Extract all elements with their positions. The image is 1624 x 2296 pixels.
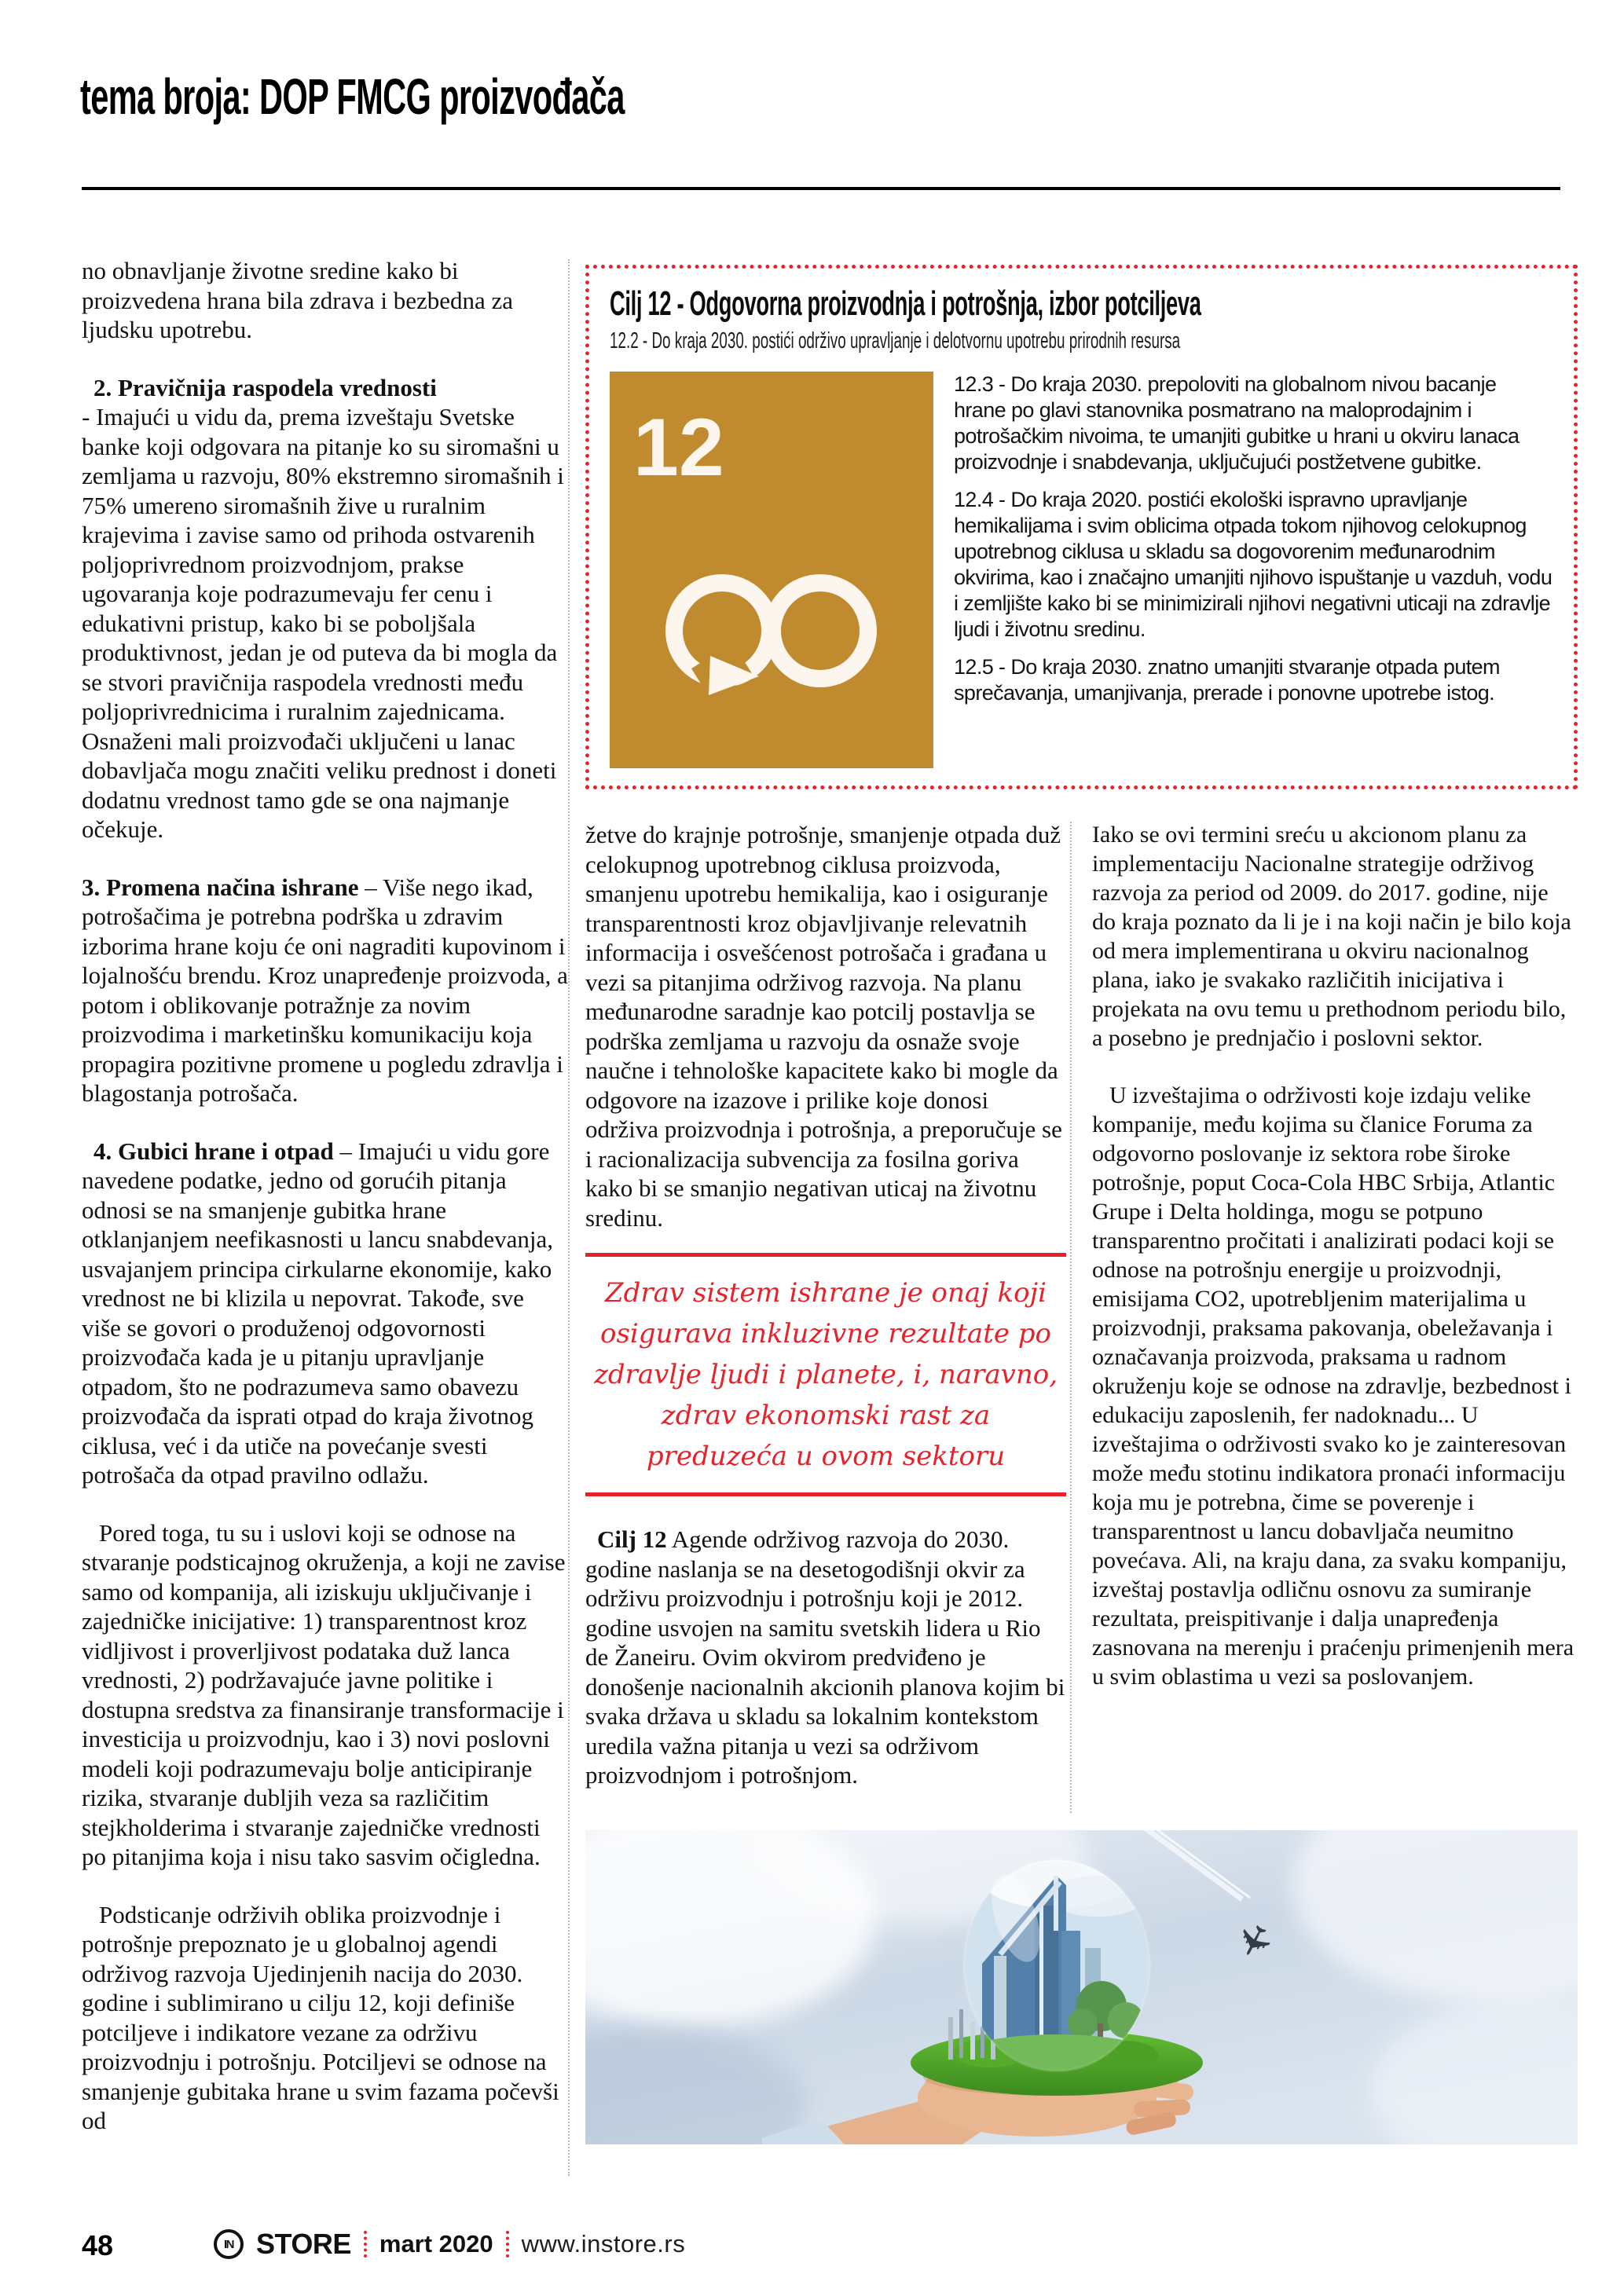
subheading-3: 3. Promena načina ishrane — [82, 873, 359, 901]
paragraph — [82, 873, 569, 1108]
paragraph — [82, 1137, 569, 1490]
subheading-4: 4. Gubici hrane i otpad — [93, 1137, 334, 1165]
footer — [214, 2228, 685, 2261]
column-divider-right — [1070, 822, 1072, 1813]
target-12-5: 12.5 - Do kraja 2030. znatno umanjiti stvaranje otpada putem sprečavanja, umanjivanja, prerade i ponovne upotrebe istog. — [954, 655, 1500, 705]
paragraph: žetve do krajnje potrošnje, smanjenje otpada duž celokupnog upotrebnog ciklusa proizvoda, smanjenu upotrebu hemikalija, kao i osiguranje transparentnosti kroz objavljivanje relevatnih informacija i osvešćenost potrošača i građana u vezi sa pitanjima održivog razvoja. Na planu međunarodne saradnje kao potcilj postavlja se podrška zemljama u razvoju da osnaže svoje naučne i tehnološke kapacitete kako bi mogle da odgovore na izazove i prilike koje donosi održiva proizvodnja i potrošnja, a preporučuje se i racionalizacija subvencija za fosilna goriva kako bi se smanjio negativan uticaj na životnu sredinu. — [585, 821, 1062, 1232]
paragraph — [585, 1525, 1066, 1790]
issue-date: mart 2020 — [379, 2230, 493, 2258]
sdg-12-icon — [610, 372, 933, 768]
cilj-12-lead: Cilj 12 — [597, 1525, 667, 1553]
sdg-box-title-text: Cilj 12 - Odgovorna proizvodnja i potrošnja, izbor potciljeva — [610, 284, 1201, 323]
sdg-target-box — [585, 265, 1578, 789]
footer-separator-icon — [364, 2231, 367, 2258]
paragraph: - Imajući u vidu da, prema izveštaju Svetske banke koji odgovara na pitanje ko su siromašni u zemljama u razvoju, 80% ekstremno siromašnih i 75% umereno siromašnih žive u ruralnim krajevima i zavise samo od prihoda ostvarenih poljoprivrednom proizvodnjom, prakse ugovaranja koje podrazumevaju fer cenu i edukativni pristup, kako bi se poboljšala produktivnost, jedan je od puteva da bi mogla da se stvori pravičnija raspodela vrednosti među poljoprivrednicima i ruralnim zajednicama. Osnaženi mali proizvođači uključeni u lanac dobavljača mogu značiti veliku prednost i doneti dodatnu vrednost tamo gde se ona najmanje očekuje. — [82, 403, 564, 843]
store-logo-text: STORE — [256, 2228, 351, 2260]
header-rule — [82, 187, 1560, 190]
sdg-box-title — [610, 284, 1553, 324]
paragraph: U izveštajima o održivosti koje izdaju velike kompanije, među kojima su članice Foruma za odgovorno poslovanje iz sektora robe široke potrošnje, poput Coca-Cola HBC Srbija, Atlantic Grupe i Delta holdinga, mogu se potpuno transparentno pročitati i analizirati podaci koji se odnose na potrošnju energije u proizvodnji, emisijama CO2, upotrebljenim materijalima u proizvodnji, praksama pakovanja, obeležavanja i označavanja proizvoda, praksama u radnom okruženju koje se odnose na zdravlje, bezbednost i edukaciju zaposlenih, fer nadoknadu... U izveštajima o održivosti svako ko je zainteresovan može među stotinu indikatora pronaći informaciju koja mu je potrebna, čime se poverenje i transparentnost u lancu dobavljača neumitno povećava. Ali, na kraju dana, za svaku kompaniju, izveštaj postavlja odličnu osnovu za sumiranje rezultata, preispitivanje i dalja unapređenja zasnovana na merenju i praćenju primenjenih mera u svim oblastima u vezi sa poslovanjem. — [1092, 1082, 1575, 1690]
earth-in-hand-photo — [585, 1830, 1578, 2144]
subheading-2: 2. Pravičnija raspodela vrednosti — [93, 373, 437, 401]
svg-text:✈: ✈ — [1223, 1913, 1285, 1968]
sdg-box-subtitle — [610, 328, 1553, 354]
left-column — [82, 256, 569, 2136]
sdg-number: 12 — [633, 402, 724, 493]
paragraph: Podsticanje održivih oblika proizvodnje i potrošnje prepoznato je u globalnoj agendi održivog razvoja Ujedinjenih nacija do 2030. godine i sublimirano u cilju 12, koji definiše potciljeve i indikatore vezane za održivu proizvodnju i potrošnju. Potciljevi se odnose na smanjenje gubitaka hrane u svim fazama počevši od — [82, 1900, 559, 2134]
instore-circle-logo-icon: IN — [214, 2229, 244, 2259]
target-12-4: 12.4 - Do kraja 2020. postići ekološki ispravno upravljanje hemikalijama i svim oblicima otpada tokom njihovog celokupnog upotrebnog ciklusa u skladu sa dogovorenim međunarodnim okvirima, kao i značajno umanjiti njihovo ispuštanje u vazduh, vodu i zemljište kako bi se minimizirali njihovi negativni uticaji na zdravlje ljudi i životnu sredinu. — [954, 488, 1553, 641]
footer-separator-icon — [506, 2231, 509, 2258]
sdg-targets — [954, 372, 1553, 706]
pull-quote-rule-top — [585, 1253, 1066, 1257]
glass-dome — [964, 1860, 1149, 2071]
middle-column — [585, 820, 1066, 1790]
page-title — [80, 68, 918, 126]
right-column — [1092, 820, 1578, 1691]
pull-quote-rule-bottom — [585, 1492, 1066, 1496]
paragraph: Iako se ovi termini sreću u akcionom planu za implementaciju Nacionalne strategije održivog razvoja za period od 2009. do 2017. godine, nije do kraja poznato da li je i na koji način je bilo koja od mera implementirana u okviru nacionalnog plana, iako je svakako različitih inicijativa i projekata na ovu temu u prethodnom periodu bilo, a posebno je prednjačio i poslovni sektor. — [1092, 822, 1571, 1051]
pull-quote: Zdrav sistem ishrane je onaj koji osigurava inkluzivne rezultate po zdravlje ljudi i planete, i, naravno, zdrav ekonomski rast za preduzeća u ovom sektoru — [593, 1277, 1058, 1472]
page-title-text: tema broja: DOP FMCG proizvođača — [80, 68, 625, 125]
sdg-box-subtitle-text: 12.2 - Do kraja 2030. postići održivo upravljanje i delotvornu upotrebu prirodnih resursa — [610, 328, 1181, 353]
paragraph-text: Agende održivog razvoja do 2030. godine naslanja se na desetogodišnji okvir za održivu proizvodnju i potrošnju koji je 2012. godine usvojen na samitu svetskih lidera u Rio de Žaneiru. Ovim okvirom predviđeno je donošenje nacionalnih akcionih planova kojim bi svaka država u skladu sa lokalnim kontekstom uredila važna pitanja u vezi sa održivom proizvodnjom i potrošnjom. — [585, 1525, 1065, 1789]
paragraph-text: – Više nego ikad, potrošačima je potrebna podrška u zdravim izborima hrane koju će oni nagraditi kupovinom i lojalnošću brendu. Kroz unapređenje proizvoda, a potom i oblikovanje potražnje za novim proizvodima i marketinšku komunikaciju koja propagira pozitivne promene u pogledu zdravlja i blagostanja potrošača. — [82, 873, 568, 1107]
target-12-3: 12.3 - Do kraja 2030. prepoloviti na globalnom nivou bacanje hrane po glavi stanovnika posmatrano na maloprodajnim i potrošačkim nivoima, te umanjiti gubitke u hrani u okviru lanaca proizvodnje i snabdevanja, uključujući postžetvene gubitke. — [954, 372, 1520, 474]
website-url: www.instore.rs — [521, 2230, 686, 2258]
paragraph: no obnavljanje životne sredine kako bi proizvedena hrana bila zdrava i bezbedna za ljudsku upotrebu. — [82, 257, 514, 343]
paragraph-text: – Imajući u vidu gore navedene podatke, jedno od gorućih pitanja odnosi se na smanjenje gubitka hrane otklanjanjem neefikasnosti u lancu snabdevanja, usvajanjem principa cirkularne ekonomije, kako vrednost ne bi klizila u nepovrat. Takođe, sve više se govori o produženoj odgovornosti proizvođača kada je u pitanju upravljanje otpadom, što ne podrazumeva samo obavezu proizvođača da isprati otpad do kraja životnog ciklusa, već i da utiče na povećanje svesti potrošača da otpad pravilno odlažu. — [82, 1137, 554, 1489]
paragraph: Pored toga, tu su i uslovi koji se odnose na stvaranje podsticajnog okruženja, a koji ne zavise samo od kompanija, ali iziskuju uključivanje i zajedničke inicijative: 1) transparentnost kroz vidljivost i proverljivost podataka duž lanca vrednosti, 2) podržavajuće javne politike i dostupna sredstva za finansiranje transformacije i investicija u proizvodnju, kao i 3) novi poslovni modeli koji podrazumevaju bolje anticipiranje rizika, stvaranje dubljih veza sa različitim stejkholderima i stvaranje zajedničke vrednosti po pitanjima koja i nisu tako sasvim očigledna. — [82, 1518, 566, 1870]
page-number: 48 — [82, 2229, 114, 2261]
